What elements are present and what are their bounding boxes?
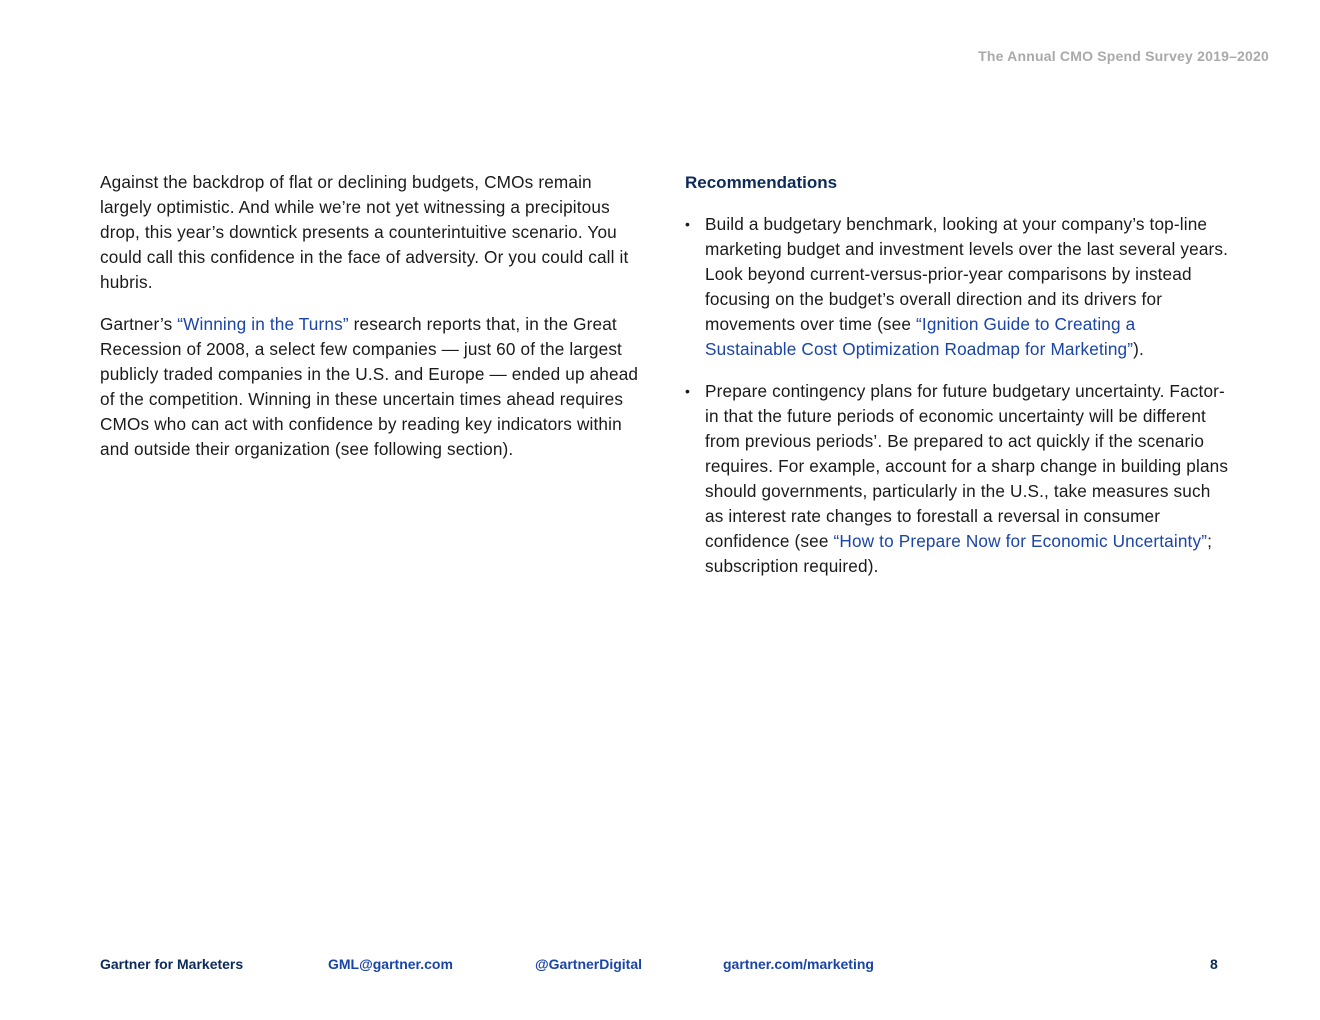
- economic-uncertainty-link[interactable]: “How to Prepare Now for Economic Uncertainty”: [833, 531, 1208, 551]
- footer-twitter-link[interactable]: @GartnerDigital: [535, 956, 643, 972]
- para-suffix: research reports that, in the Great Recession of 2008, a select few companies — just 60 of the largest publicly traded companies in the U.S. and Europe — ended up ahead of the competition. Winning in these uncertain times ahead requires CMOs who can act with confidence by reading key indicators within and outside their organization (see following section).: [100, 314, 639, 459]
- winning-in-the-turns-link[interactable]: “Winning in the Turns”: [177, 314, 349, 334]
- recommendations-heading: Recommendations: [685, 173, 838, 192]
- intro-paragraph: Against the backdrop of flat or declining budgets, CMOs remain largely optimistic. And while we’re not yet witnessing a precipitous drop, this year’s downtick presents a counterintuitive scenario. You could call this confidence in the face of adversity. Or you could call it hubris.: [100, 172, 629, 292]
- page-number: 8: [1210, 956, 1218, 972]
- footer-website-link[interactable]: gartner.com/marketing: [723, 956, 874, 972]
- recommendation-text: Build a budgetary benchmark, looking at your company’s top-line marketing budget and investment levels over the last several years. Look beyond current-versus-prior-year comparisons by instead focusing on the budget’s overall direction and its drivers for movements over time (see: [705, 214, 1229, 334]
- footer-email-link[interactable]: GML@gartner.com: [328, 956, 453, 972]
- left-column: [100, 170, 645, 479]
- ignition-guide-link[interactable]: “Ignition Guide to Creating a Sustainable Cost Optimization Roadmap for Marketing”: [705, 314, 1136, 359]
- recommendation-item: [685, 212, 1230, 362]
- right-column: [685, 170, 1230, 596]
- recommendation-item: [685, 379, 1230, 579]
- bullet-icon: •: [685, 216, 691, 232]
- bullet-icon: •: [685, 383, 691, 399]
- recommendation-text: Prepare contingency plans for future budgetary uncertainty. Factor-in that the future periods of economic uncertainty will be different from previous periods’. Be prepared to act quickly if the scenario requires. For example, account for a sharp change in building plans should governments, particularly in the U.S., take measures such as interest rate changes to forestall a reversal in consumer confidence (see: [705, 381, 1229, 551]
- running-header-title: The Annual CMO Spend Survey 2019–2020: [978, 48, 1269, 64]
- para-prefix: Gartner’s: [100, 314, 178, 334]
- recommendations-list: [685, 212, 1230, 579]
- footer-brand: Gartner for Marketers: [100, 956, 244, 972]
- recommendation-suffix: ; subscription required).: [705, 531, 1213, 576]
- winning-turns-paragraph: [100, 312, 645, 462]
- recommendation-suffix: ).: [1133, 339, 1144, 359]
